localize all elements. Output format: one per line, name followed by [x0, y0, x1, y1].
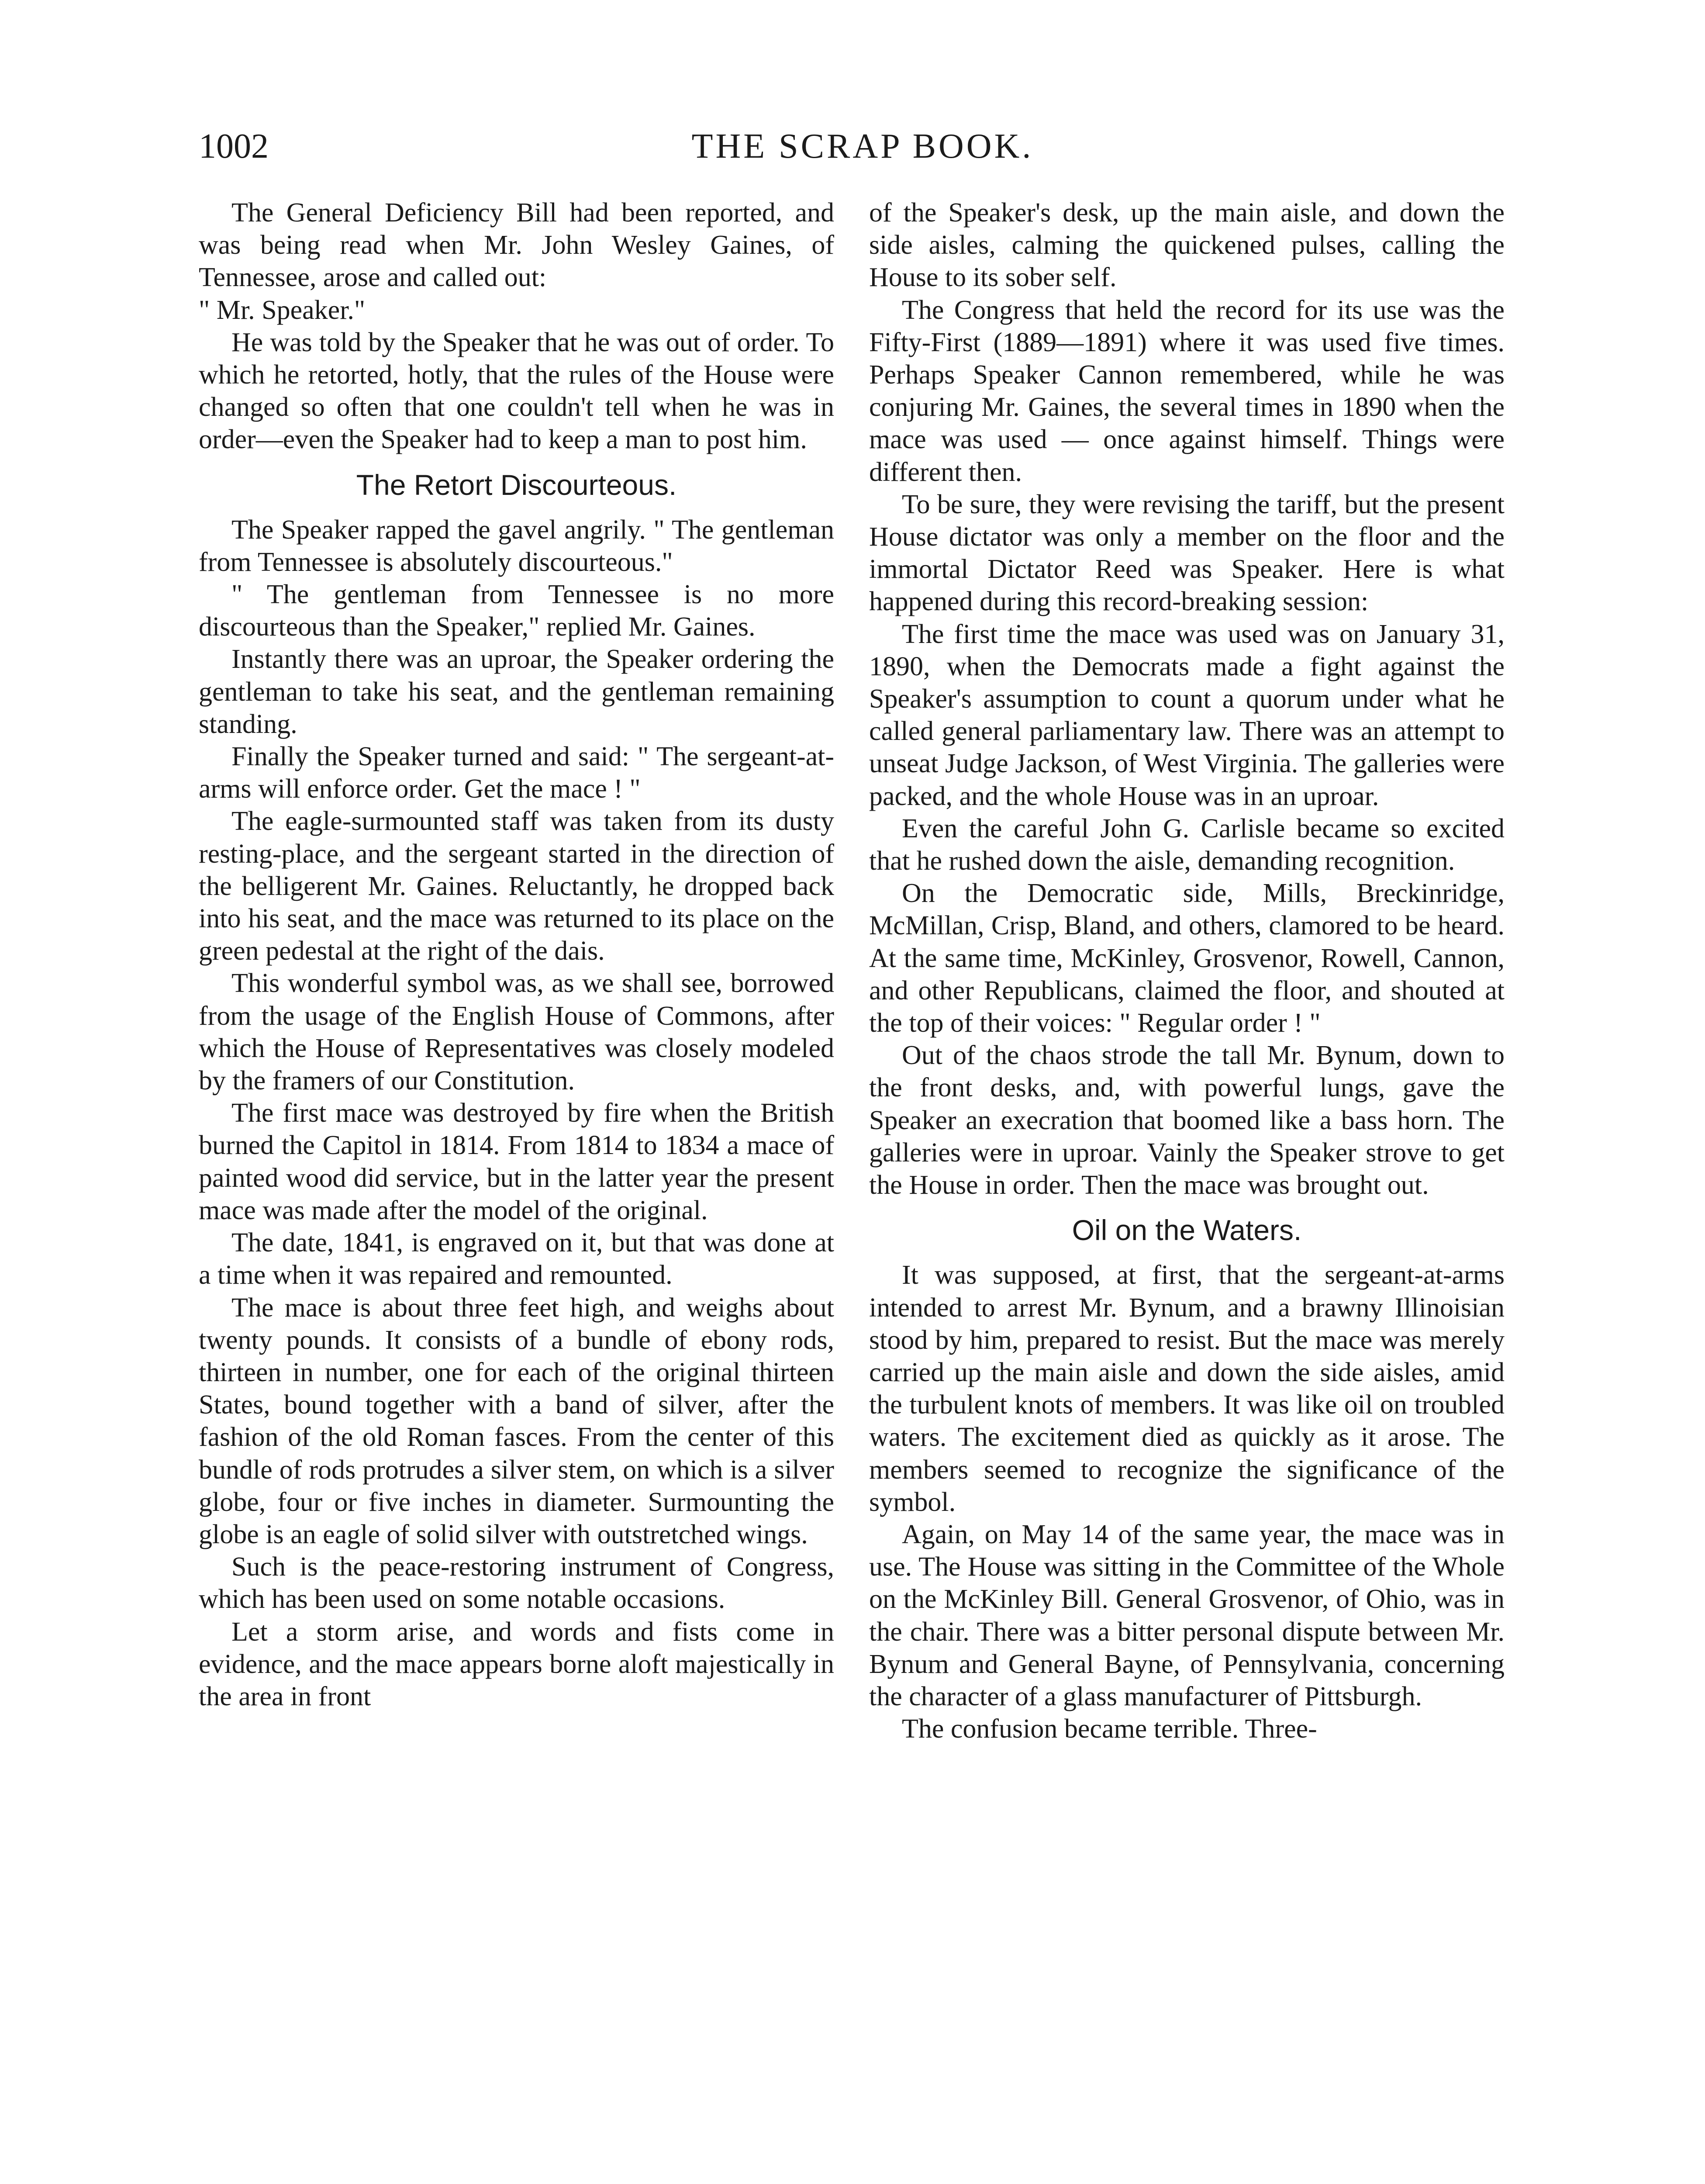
paragraph: Even the careful John G. Carlisle became so excited that he rushed down the aisle, demanding recognition.	[869, 813, 1505, 876]
left-column	[199, 197, 834, 1713]
section-heading: Oil on the Waters.	[1072, 1214, 1302, 1247]
paragraph: The confusion became terrible. Three-	[902, 1714, 1317, 1744]
running-head: THE SCRAP BOOK.	[691, 127, 1034, 166]
page-number: 1002	[199, 127, 269, 166]
paragraph: He was told by the Speaker that he was out of order. To which he retorted, hotly, that the rules of the House were changed so often that one couldn't tell when he was in order—even the Speaker had to keep a man to post him.	[199, 327, 834, 455]
paragraph: To be sure, they were revising the tariff, but the present House dictator was only a member on the floor and the immortal Dictator Reed was Speaker. Here is what happened during this record-breaking session:	[869, 489, 1505, 617]
paragraph: The date, 1841, is engraved on it, but that was done at a time when it was repaired and remounted.	[199, 1228, 834, 1290]
paragraph: " Mr. Speaker."	[199, 295, 366, 325]
paragraph: The General Deficiency Bill had been reported, and was being read when Mr. John Wesley Gaines, of Tennessee, arose and called out:	[199, 198, 834, 293]
paragraph: Let a storm arise, and words and fists come in evidence, and the mace appears borne aloft majestically in the area in front	[199, 1617, 834, 1711]
right-column	[869, 197, 1505, 1745]
paragraph: The Speaker rapped the gavel angrily. " The gentleman from Tennessee is absolutely discourteous."	[199, 515, 834, 577]
section-heading: The Retort Discourteous.	[356, 468, 677, 501]
paragraph: It was supposed, at first, that the sergeant-at-arms intended to arrest Mr. Bynum, and a brawny Illinoisian stood by him, prepared to resist. But the mace was merely carried up the main aisle and down the side aisles, amid the turbulent knots of members. It was like oil on troubled waters. The excitement died as quickly as it arose. The members seemed to recognize the significance of the symbol.	[869, 1260, 1505, 1517]
paragraph: On the Democratic side, Mills, Breckinridge, McMillan, Crisp, Bland, and others, clamored to be heard. At the same time, McKinley, Grosvenor, Rowell, Cannon, and other Republicans, claimed the floor, and shouted at the top of their voices: " Regular order ! "	[869, 878, 1505, 1038]
paragraph: The first mace was destroyed by fire when the British burned the Capitol in 1814. From 1814 to 1834 a mace of painted wood did service, but in the latter year the present mace was made after the model of the original.	[199, 1098, 834, 1225]
paragraph: of the Speaker's desk, up the main aisle, and down the side aisles, calming the quickened pulses, calling the House to its sober self.	[869, 198, 1505, 293]
paragraph: Instantly there was an uproar, the Speaker ordering the gentleman to take his seat, and the gentleman remaining standing.	[199, 644, 834, 739]
paragraph: Such is the peace-restoring instrument of Congress, which has been used on some notable occasions.	[199, 1552, 834, 1614]
paragraph: The eagle-surmounted staff was taken from its dusty resting-place, and the sergeant started in the direction of the belligerent Mr. Gaines. Reluctantly, he dropped back into his seat, and the mace was returned to its place on the green pedestal at the right of the dais.	[199, 806, 834, 966]
paragraph: " The gentleman from Tennessee is no more discourteous than the Speaker," replied Mr. Gaines.	[199, 580, 834, 642]
paragraph: This wonderful symbol was, as we shall see, borrowed from the usage of the English House of Commons, after which the House of Representatives was closely modeled by the framers of our Constitution.	[199, 968, 834, 1096]
paragraph: Again, on May 14 of the same year, the mace was in use. The House was sitting in the Committee of the Whole on the McKinley Bill. General Grosvenor, of Ohio, was in the chair. There was a bitter personal dispute between Mr. Bynum and General Bayne, of Pennsylvania, concerning the character of a glass manufacturer of Pittsburgh.	[869, 1519, 1505, 1711]
paragraph: The Congress that held the record for its use was the Fifty-First (1889—1891) where it was used five times. Perhaps Speaker Cannon remembered, while he was conjuring Mr. Gaines, the several times in 1890 when the mace was used — once against himself. Things were different then.	[869, 295, 1505, 487]
paragraph: Out of the chaos strode the tall Mr. Bynum, down to the front desks, and, with powerful lungs, gave the Speaker an execration that boomed like a bass horn. The galleries were in uproar. Vainly the Speaker strove to get the House in order. Then the mace was brought out.	[869, 1040, 1505, 1200]
paragraph: The mace is about three feet high, and weighs about twenty pounds. It consists of a bundle of ebony rods, thirteen in number, one for each of the original thirteen States, bound together with a band of silver, after the fashion of the old Roman fasces. From the center of this bundle of rods protrudes a silver stem, on which is a silver globe, four or five inches in diameter. Surmounting the globe is an eagle of solid silver with outstretched wings.	[199, 1292, 834, 1549]
page-header	[199, 124, 1526, 177]
paragraph: The first time the mace was used was on January 31, 1890, when the Democrats made a fight against the Speaker's assumption to count a quorum under what he called general parliamentary law. There was an attempt to unseat Judge Jackson, of West Virginia. The galleries were packed, and the whole House was in an uproar.	[869, 619, 1505, 811]
paragraph: Finally the Speaker turned and said: " The sergeant-at-arms will enforce order. Get the mace ! "	[199, 742, 834, 804]
